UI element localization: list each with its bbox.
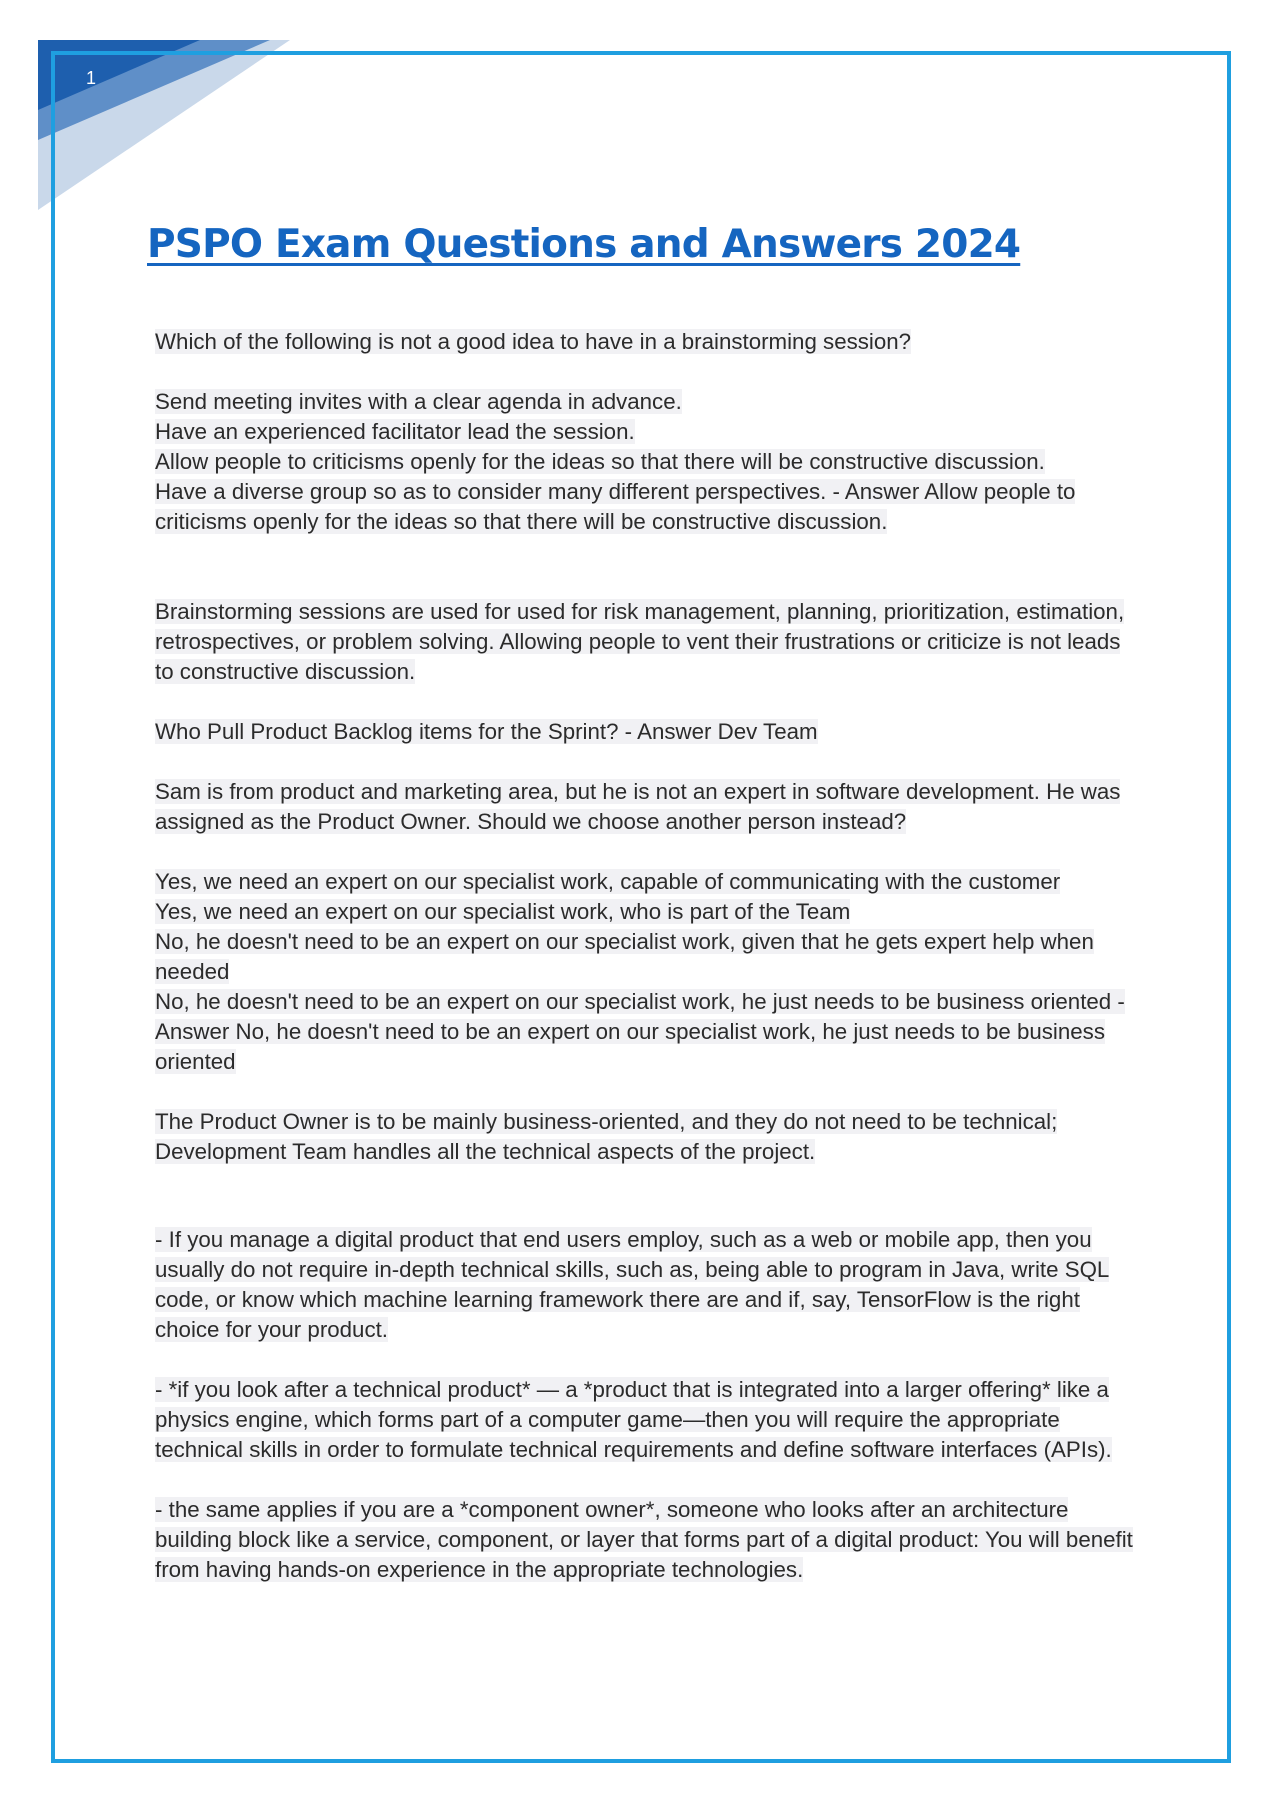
question-1: Which of the following is not a good idea to have in a brainstorming session? [155, 329, 912, 354]
q1-option-4-answer: Have a diverse group so as to consider many different perspectives. - Answer Allow people to criticisms openly for the ideas so that there will be constructive discussion. [155, 479, 1076, 534]
q3-note-3: - the same applies if you are a *component owner*, someone who looks after an architecture building block like a service, component, or layer that forms part of a digital product: You will benefit from having hands-on experience in the appropriate technologies. [155, 1497, 1133, 1582]
q3-note-1: - If you manage a digital product that end users employ, such as a web or mobile app, then you usually do not require in-depth technical skills, such as, being able to program in Java, write SQL code, or know which machine learning framework there are and if, say, TensorFlow is the right choice for your product. [155, 1227, 1110, 1342]
page-number: 1 [86, 68, 97, 88]
q3-option-3: No, he doesn't need to be an expert on our specialist work, given that he gets expert help when needed [155, 929, 1094, 984]
document-title: PSPO Exam Questions and Answers 2024 [147, 222, 1021, 267]
q3-option-2: Yes, we need an expert on our specialist work, who is part of the Team [155, 899, 851, 924]
question-3: Sam is from product and marketing area, but he is not an expert in software development. He was assigned as the Product Owner. Should we choose another person instead? [155, 779, 1121, 834]
q3-note-2: - *if you look after a technical product* — a *product that is integrated into a larger offering* like a physics engine, which forms part of a computer game—then you will require the appropriate technical skills in order to formulate technical requirements and define software interfaces (APIs). [155, 1377, 1112, 1462]
q1-option-2: Have an experienced facilitator lead the session. [155, 419, 635, 444]
question-2: Who Pull Product Backlog items for the Sprint? - Answer Dev Team [155, 719, 818, 744]
document-body [155, 327, 1135, 1585]
q1-option-1: Send meeting invites with a clear agenda in advance. [155, 389, 682, 414]
q3-explanation: The Product Owner is to be mainly business-oriented, and they do not need to be technical; Development Team handles all the technical aspects of the project. [155, 1109, 1058, 1164]
q1-explanation: Brainstorming sessions are used for used for risk management, planning, prioritization, estimation, retrospectives, or problem solving. Allowing people to vent their frustrations or criticize is not leads to constructive discussion. [155, 599, 1125, 684]
q3-option-4-answer: No, he doesn't need to be an expert on our specialist work, he just needs to be business oriented - Answer No, he doesn't need to be an expert on our specialist work, he just needs to be business oriented [155, 989, 1125, 1074]
q3-option-1: Yes, we need an expert on our specialist work, capable of communicating with the customer [155, 869, 1061, 894]
q1-option-3: Allow people to criticisms openly for the ideas so that there will be constructive discussion. [155, 449, 1045, 474]
